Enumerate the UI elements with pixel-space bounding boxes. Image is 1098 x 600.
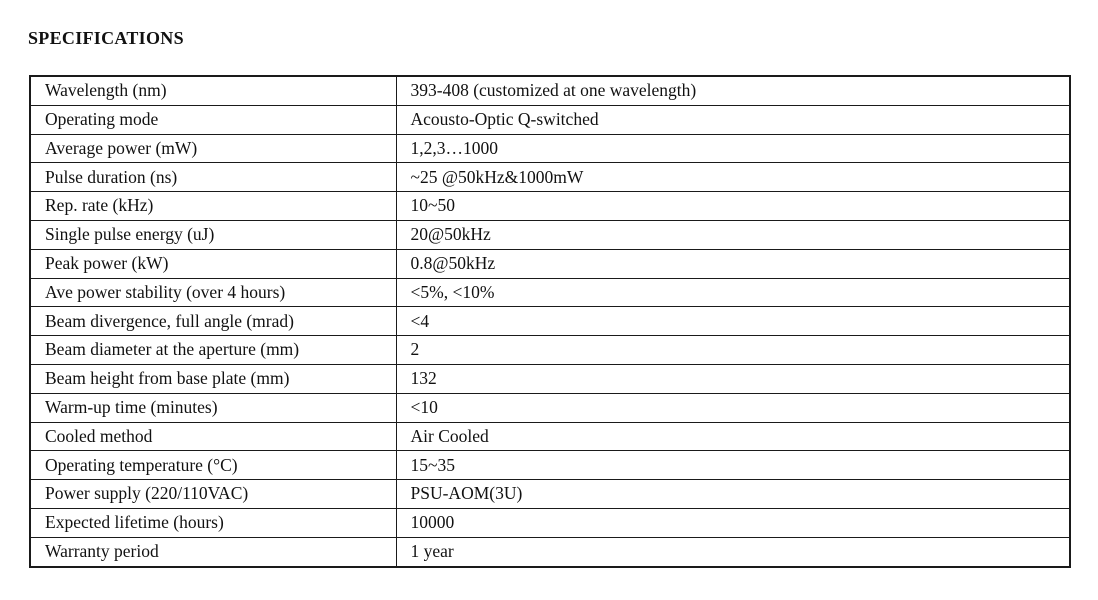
table-row	[30, 220, 1070, 249]
page-title: SPECIFICATIONS	[28, 28, 184, 48]
spec-label: Expected lifetime (hours)	[30, 508, 396, 537]
spec-label: Cooled method	[30, 422, 396, 451]
spec-value: 1,2,3…1000	[396, 134, 1070, 163]
spec-value: 10000	[396, 508, 1070, 537]
spec-label: Wavelength (nm)	[30, 76, 396, 105]
spec-label: Operating mode	[30, 105, 396, 134]
table-row	[30, 480, 1070, 509]
table-row	[30, 249, 1070, 278]
table-row	[30, 537, 1070, 566]
spec-value: 10~50	[396, 192, 1070, 221]
spec-label: Pulse duration (ns)	[30, 163, 396, 192]
table-row	[30, 105, 1070, 134]
spec-label: Operating temperature (°C)	[30, 451, 396, 480]
table-row	[30, 134, 1070, 163]
spec-value: PSU-AOM(3U)	[396, 480, 1070, 509]
spec-value: 0.8@50kHz	[396, 249, 1070, 278]
spec-label: Beam divergence, full angle (mrad)	[30, 307, 396, 336]
spec-label: Power supply (220/110VAC)	[30, 480, 396, 509]
spec-label: Rep. rate (kHz)	[30, 192, 396, 221]
spec-value: <4	[396, 307, 1070, 336]
spec-value: 1 year	[396, 537, 1070, 566]
table-row	[30, 278, 1070, 307]
spec-label: Warranty period	[30, 537, 396, 566]
table-row	[30, 451, 1070, 480]
table-row	[30, 163, 1070, 192]
spec-value: 2	[396, 336, 1070, 365]
table-row	[30, 393, 1070, 422]
spec-value: Air Cooled	[396, 422, 1070, 451]
table-row	[30, 508, 1070, 537]
spec-value: 20@50kHz	[396, 220, 1070, 249]
spec-value: <10	[396, 393, 1070, 422]
spec-value: ~25 @50kHz&1000mW	[396, 163, 1070, 192]
spec-label: Warm-up time (minutes)	[30, 393, 396, 422]
spec-value: 132	[396, 364, 1070, 393]
spec-label: Ave power stability (over 4 hours)	[30, 278, 396, 307]
table-row	[30, 192, 1070, 221]
spec-value: Acousto-Optic Q-switched	[396, 105, 1070, 134]
table-row	[30, 76, 1070, 105]
table-row	[30, 307, 1070, 336]
spec-label: Average power (mW)	[30, 134, 396, 163]
spec-label: Single pulse energy (uJ)	[30, 220, 396, 249]
table-row	[30, 364, 1070, 393]
spec-value: <5%, <10%	[396, 278, 1070, 307]
spec-value: 15~35	[396, 451, 1070, 480]
table-row	[30, 422, 1070, 451]
spec-value: 393-408 (customized at one wavelength)	[396, 76, 1070, 105]
spec-label: Beam height from base plate (mm)	[30, 364, 396, 393]
specifications-table	[29, 75, 1071, 568]
spec-label: Peak power (kW)	[30, 249, 396, 278]
table-row	[30, 336, 1070, 365]
spec-label: Beam diameter at the aperture (mm)	[30, 336, 396, 365]
